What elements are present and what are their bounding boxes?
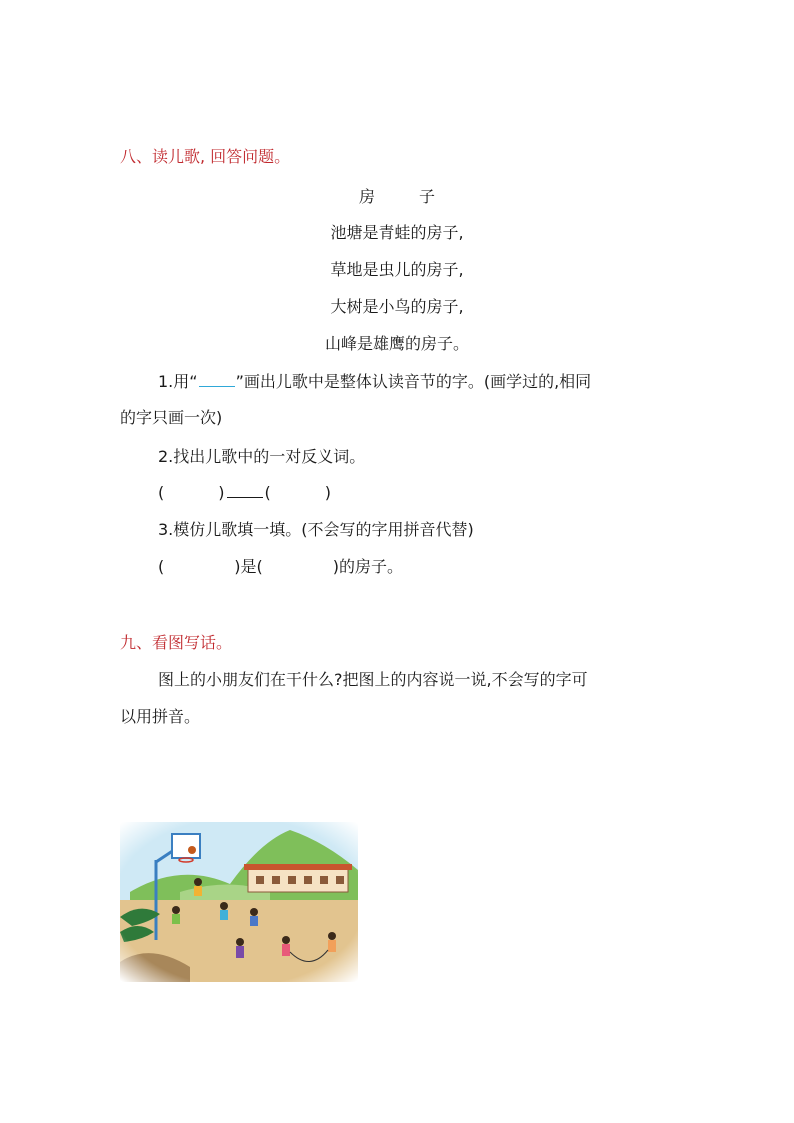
- paren-close: ): [218, 483, 225, 502]
- poem-title-right: 子: [419, 187, 436, 206]
- paren-open: (: [264, 483, 271, 502]
- question-1-prefix: 1.用“: [158, 372, 198, 391]
- question-1: [158, 371, 591, 393]
- question-2: 2.找出儿歌中的一对反义词。: [158, 447, 366, 466]
- poem-title: [0, 186, 794, 208]
- question-1-line-2: 的字只画一次): [120, 408, 223, 427]
- question-1-suffix: ”画出儿歌中是整体认读音节的字。(画学过的,相同: [235, 372, 592, 391]
- question-3-mid: )是(: [234, 557, 263, 576]
- antonym-answer-blanks[interactable]: [158, 482, 331, 504]
- imitation-answer-blanks[interactable]: [158, 556, 403, 578]
- poem-line: 池塘是青蛙的房子,: [330, 223, 464, 242]
- poem-line: 大树是小鸟的房子,: [330, 297, 464, 316]
- poem-line: 草地是虫儿的房子,: [330, 260, 464, 279]
- writing-prompt-line-2: 以用拼音。: [120, 707, 201, 726]
- paren-close: ): [324, 483, 331, 502]
- poem-line: 山峰是雄鹰的房子。: [324, 334, 469, 353]
- writing-prompt-line-1: 图上的小朋友们在干什么?把图上的内容说一说,不会写的字可: [158, 670, 588, 689]
- dash-connector: [227, 486, 263, 498]
- basketball-playground-illustration: [120, 822, 358, 982]
- paren-open: (: [158, 483, 165, 502]
- section-8-heading: 八、读儿歌, 回答问题。: [120, 147, 291, 166]
- section-9-heading: 九、看图写话。: [120, 633, 233, 652]
- poem-title-left: 房: [358, 187, 375, 206]
- question-3: 3.模仿儿歌填一填。(不会写的字用拼音代替): [158, 520, 474, 539]
- underline-sample: [199, 372, 235, 387]
- paren-open: (: [158, 557, 165, 576]
- question-3-end: )的房子。: [332, 557, 403, 576]
